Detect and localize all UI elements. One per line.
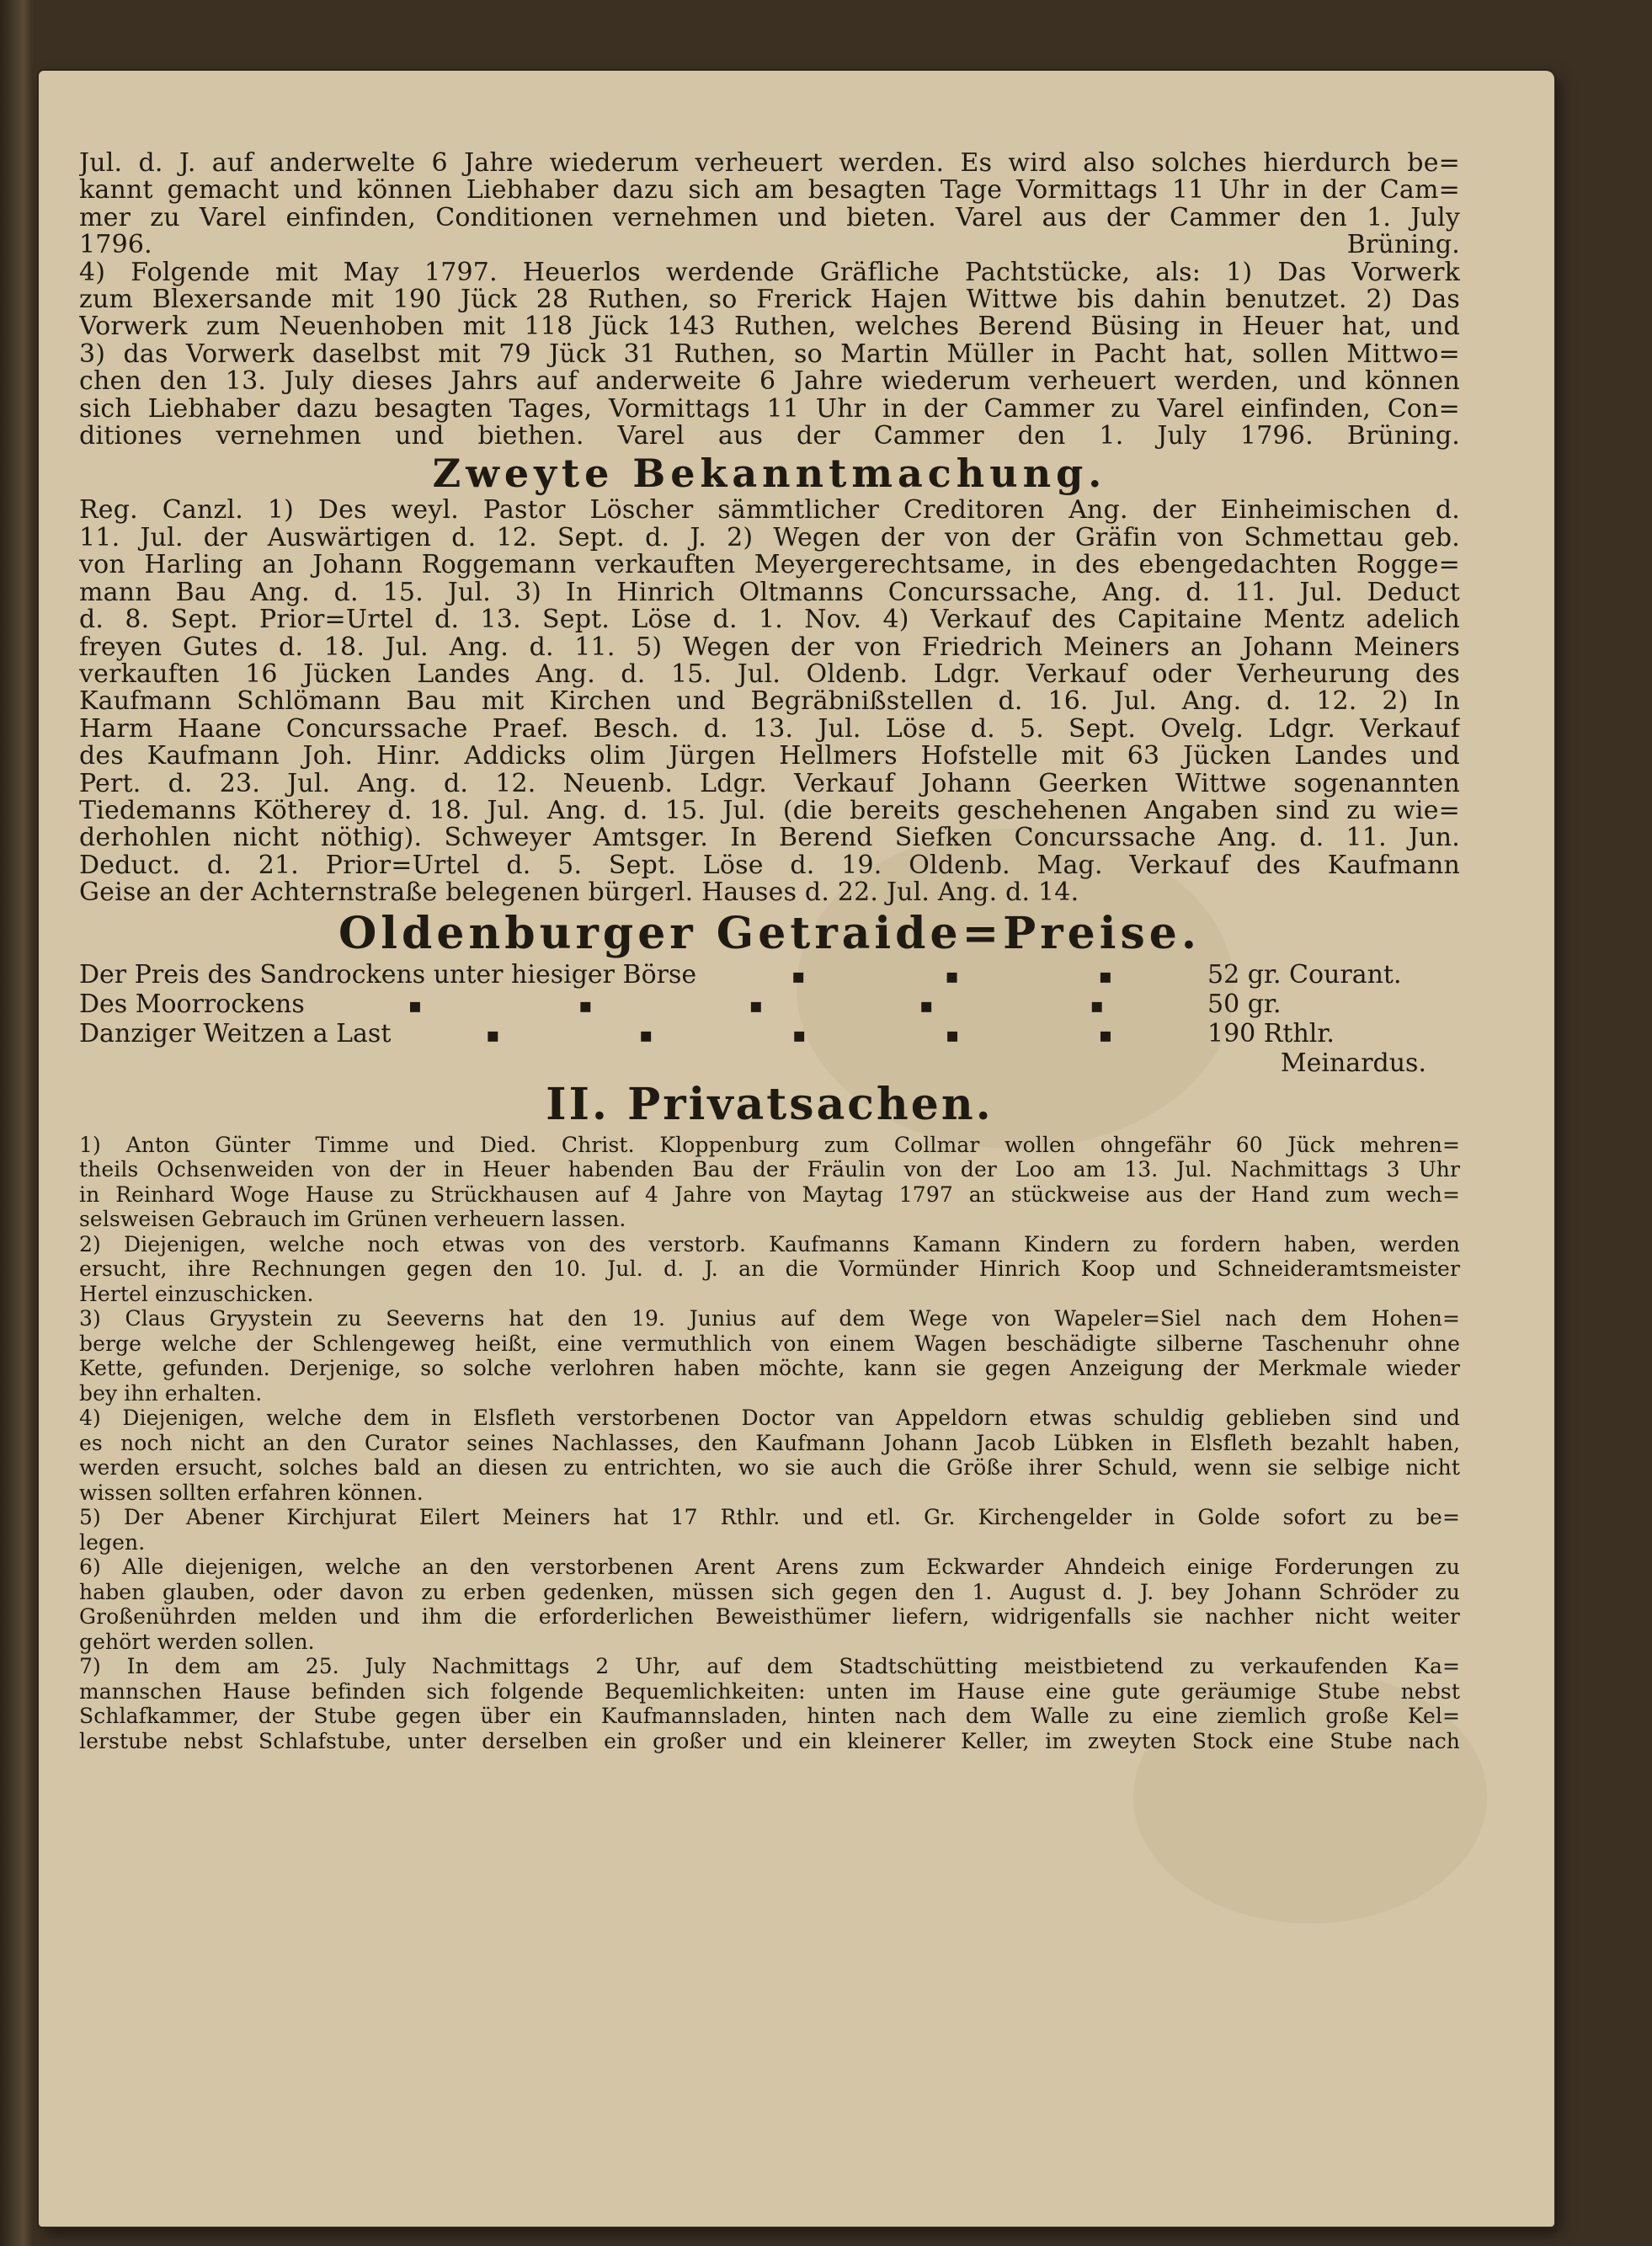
text-line: sich Liebhaber dazu besagten Tages, Vormittags 11 Uhr in der Cammer zu Varel einfinden, Con= [79, 395, 1460, 424]
text-line: Hertel einzuschicken. [79, 1281, 314, 1306]
text-line: mannschen Hause befinden sich folgende Bequemlichkeiten: unten im Hause eine gute geräumige Stube nebst [79, 1678, 1460, 1704]
text-line: Reg. Canzl. 1) Des weyl. Pastor Löscher sämmtlicher Creditoren Ang. der Einheimischen d. [79, 497, 1460, 525]
notice-section-2 [79, 497, 1460, 906]
price-signature: Meinardus. [1280, 1048, 1426, 1078]
text-line: ersucht, ihre Rechnungen gegen den 10. Jul. d. J. an die Vormünder Hinrich Koop und Schneideramtsmeister [79, 1256, 1460, 1282]
text-line: 4) Diejenigen, welche dem in Elsfleth verstorbenen Doctor van Appeldorn etwas schuldig geblieben sind und [79, 1406, 1460, 1431]
text-line: Jul. d. J. auf anderwelte 6 Jahre wiederum verheuert werden. Es wird also solches hierdurch be= [79, 150, 1460, 178]
text-line: 1796. Brüning. [79, 232, 1460, 259]
text-line: Geise an der Achternstraße belegenen bürgerl. Hauses d. 22. Jul. Ang. d. 14. [79, 879, 1079, 907]
text-line: mer zu Varel einfinden, Conditionen vernehmen und bieten. Varel aus der Cammer den 1. July [79, 204, 1460, 232]
text-line: freyen Gutes d. 18. Jul. Ang. d. 11. 5) Wegen der von Friedrich Meiners an Johann Meiners [79, 633, 1460, 661]
text-line: von Harling an Johann Roggemann verkauften Meyergerechtsame, in des ebengedachten Rogge= [79, 552, 1460, 579]
text-line: 6) Alle diejenigen, welche an den verstorbenen Arent Arens zum Eckwarder Ahndeich einige Forderungen zu [79, 1555, 1460, 1580]
previous-page-edge [0, 0, 34, 2246]
text-line: 4) Folgende mit May 1797. Heuerlos werdende Gräfliche Pachtstücke, als: 1) Das Vorwerk [79, 259, 1460, 287]
notice-section-4 [79, 1133, 1460, 1754]
price-value: 52 gr. Courant. [1207, 959, 1402, 990]
text-line: lerstube nebst Schlafstube, unter derselben ein großer und ein kleinerer Keller, im zweyten Stock eine Stube nach [79, 1728, 1460, 1753]
text-line: legen. [79, 1529, 146, 1555]
price-leader: ▪ ▪ ▪ ▪ ▪ [408, 993, 1104, 1017]
section-heading-zweyte: Zweyte Bekanntmachung. [432, 451, 1107, 497]
text-line: kannt gemacht und können Liebhaber dazu sich am besagten Tage Vormittags 11 Uhr in der Cam= [79, 177, 1460, 205]
price-label: Des Moorrockens [79, 989, 305, 1019]
text-line: selsweisen Gebrauch im Grünen verheuern lassen. [79, 1207, 626, 1232]
text-line: 2) Diejenigen, welche noch etwas von des verstorb. Kaufmanns Kamann Kindern zu fordern haben, werden [79, 1231, 1460, 1256]
text-line: gehört werden sollen. [79, 1629, 315, 1654]
text-line: in Reinhard Woge Hause zu Strückhausen auf 4 Jahre von Maytag 1797 an stückweise aus der Hand zum wech= [79, 1182, 1460, 1207]
text-line: des Kaufmann Joh. Hinr. Addicks olim Jürgen Hellmers Hofstelle mit 63 Jücken Landes und [79, 743, 1460, 771]
price-leader: ▪ ▪ ▪ [791, 963, 1112, 988]
text-line: es noch nicht an den Curator seines Nachlasses, den Kaufmann Johann Jacob Lübken in Elsfleth bezahlt haben, [79, 1430, 1460, 1455]
text-line: derhohlen nicht nöthig). Schweyer Amtsger. In Berend Siefken Concurssache Ang. d. 11. Jun. [79, 824, 1460, 852]
text-line: bey ihn erhalten. [79, 1380, 263, 1406]
section-heading-privatsachen: II. Privatsachen. [546, 1078, 994, 1130]
price-value: 190 Rthlr. [1207, 1018, 1335, 1048]
price-label: Der Preis des Sandrockens unter hiesiger Börse [79, 959, 697, 990]
price-table [79, 961, 1460, 1077]
page-text [79, 150, 1460, 1753]
text-line: Schlafkammer, der Stube gegen über ein Kaufmannsladen, hinten nach dem Walle zu eine ziemlich große Kel= [79, 1704, 1460, 1729]
text-line: haben glauben, oder davon zu erben gedenken, müssen sich gegen den 1. August d. J. bey Johann Schröder zu [79, 1579, 1460, 1604]
text-line: Großenührden melden und ihm die erforderlichen Beweisthümer liefern, widrigenfalls sie nachher nicht weiter [79, 1604, 1460, 1630]
text-line: 11. Jul. der Auswärtigen d. 12. Sept. d. J. 2) Wegen der von der Gräfin von Schmettau geb. [79, 524, 1460, 552]
text-line: berge welche der Schlengeweg heißt, eine vermuthlich von einem Wagen beschädigte silberne Taschenuhr ohne [79, 1331, 1460, 1356]
text-line: d. 8. Sept. Prior=Urtel d. 13. Sept. Löse d. 1. Nov. 4) Verkauf des Capitaine Mentz adelich [79, 606, 1460, 634]
price-label: Danziger Weitzen a Last [79, 1018, 392, 1048]
price-row [79, 990, 1460, 1020]
text-line: mann Bau Ang. d. 15. Jul. 3) In Hinrich Oltmanns Concurssache, Ang. d. 11. Jul. Deduct [79, 579, 1460, 607]
price-leader: ▪ ▪ ▪ ▪ ▪ [486, 1022, 1113, 1047]
price-row [79, 1020, 1460, 1049]
section-heading-getraide-preise: Oldenburger Getraide=Preise. [338, 907, 1201, 959]
text-line: 1) Anton Günter Timme und Died. Christ. Kloppenburg zum Collmar wollen ohngefähr 60 Jück mehren= [79, 1132, 1460, 1157]
text-line: Harm Haane Concurssache Praef. Besch. d. 13. Jul. Löse d. 5. Sept. Ovelg. Ldgr. Verkauf [79, 715, 1460, 744]
text-line: Pert. d. 23. Jul. Ang. d. 12. Neuenb. Ldgr. Verkauf Johann Geerken Wittwe sogenannten [79, 770, 1460, 798]
text-line: theils Ochsenweiden von der in Heuer habenden Bau der Fräulin von der Loo am 13. Jul. Nachmittags 3 Uhr [79, 1157, 1460, 1182]
text-line: 3) Claus Gryystein zu Seeverns hat den 19. Junius auf dem Wege von Wapeler=Siel nach dem Hohen= [79, 1306, 1460, 1331]
text-line: chen den 13. July dieses Jahrs auf anderweite 6 Jahre wiederum verheuert werden, und können [79, 368, 1460, 396]
text-line: 5) Der Abener Kirchjurat Eilert Meiners hat 17 Rthlr. und etl. Gr. Kirchengelder in Golde sofort zu be= [79, 1505, 1460, 1530]
text-line: Deduct. d. 21. Prior=Urtel d. 5. Sept. Löse d. 19. Oldenb. Mag. Verkauf des Kaufmann [79, 851, 1460, 880]
notice-section-1 [79, 150, 1460, 450]
text-line: Kaufmann Schlömann Bau mit Kirchen und Begräbnißstellen d. 16. Jul. Ang. d. 12. 2) In [79, 688, 1460, 716]
text-line: wissen sollten erfahren können. [79, 1480, 424, 1505]
text-line: zum Blexersande mit 190 Jück 28 Ruthen, so Frerick Hajen Wittwe bis dahin benutzet. 2) Das [79, 286, 1460, 314]
text-line: Vorwerk zum Neuenhoben mit 118 Jück 143 Ruthen, welches Berend Büsing in Heuer hat, und [79, 313, 1460, 341]
text-line: verkauften 16 Jücken Landes Ang. d. 15. Jul. Oldenb. Ldgr. Verkauf oder Verheurung des [79, 660, 1460, 689]
text-line: 7) In dem am 25. July Nachmittags 2 Uhr, auf dem Stadtschütting meistbietend zu verkaufenden Ka= [79, 1654, 1460, 1679]
text-line: werden ersucht, solches bald an diesen zu entrichten, wo sie auch die Größe ihrer Schuld, wenn sie selbige nicht [79, 1455, 1460, 1480]
text-line: Kette, gefunden. Derjenige, so solche verlohren haben möchte, kann sie gegen Anzeigung der Merkmale wieder [79, 1356, 1460, 1381]
text-line: ditiones vernehmen und biethen. Varel aus der Cammer den 1. July 1796. Brüning. [79, 423, 1460, 451]
price-value: 50 gr. [1207, 989, 1282, 1019]
text-line: 3) das Vorwerk daselbst mit 79 Jück 31 Ruthen, so Martin Müller in Pacht hat, sollen Mittwo= [79, 340, 1460, 369]
text-line: Tiedemanns Kötherey d. 18. Jul. Ang. d. 15. Jul. (die bereits geschehenen Angaben sind zu wie= [79, 797, 1460, 825]
price-row [79, 961, 1460, 990]
